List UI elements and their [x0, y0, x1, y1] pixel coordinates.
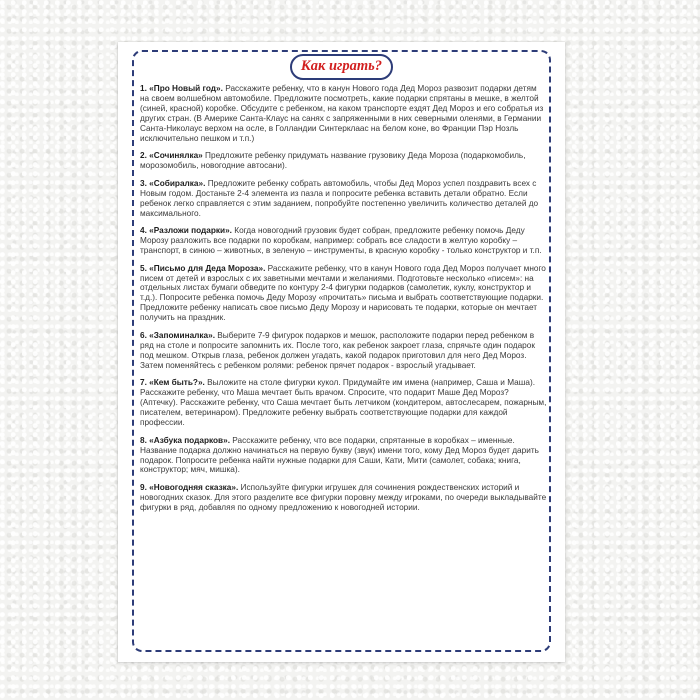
item-heading: 1. «Про Новый год». — [140, 84, 223, 93]
list-item — [140, 226, 548, 256]
item-heading: 4. «Разложи подарки». — [140, 226, 232, 236]
item-text: Выберите 7-9 фигурок подарков и мешок, расположите подарки перед ребенком в ряд на столе и попросите запомнить их. После того, как ребенок закроет глаза, спрячьте один подарок под мешком. Открыв глаза, ребенок должен угадать, какой подарок приготовил для него Дед Мороз. Затем поменяйтесь с ребенком ролями: ребенок прячет подарок - взрослый угадывает. — [140, 330, 535, 370]
card-title: Как играть? — [290, 54, 393, 80]
item-text: Предложите ребенку собрать автомобиль, чтобы Дед Мороз успел поздравить всех с Новым годом. Достаньте 2-4 элемента из пазла и попросите ребенка вставить детали обратно. Если ребенок легко справляется с этим заданием, попробуйте постепенно увеличить количество деталей до максимального. — [140, 178, 539, 218]
instructions-list — [140, 84, 548, 520]
list-item — [140, 483, 548, 513]
item-heading: 7. «Кем быть?». — [140, 378, 205, 388]
item-text: Используйте фигурки игрушек для сочинения рождественских историй и новогодних сказок. Для этого разделите все фигурки поровну между игроками, по очереди выкладывайте фигурки в ряд, добавляя по одному предложению к новогодней истории. — [140, 482, 547, 512]
item-text: Расскажите ребенку, что все подарки, спрятанные в коробках – именные. Название подарка должно начинаться на первую букву (звук) имени того, кому Дед Мороз будет дарить подарок. Попросите ребенка найти нужные подарки для Саши, Кати, Мити (самолет, собака; книга, конструктор; мяч, мишка). — [140, 435, 539, 475]
item-heading: 9. «Новогодняя сказка». — [140, 482, 239, 492]
item-text: Когда новогодний грузовик будет собран, предложите ребенку помочь Деду Морозу разложить все подарки по коробкам, например: собрать все сладости в желтую коробку – транспорт, в синюю – животных, в зеленую – инструменты, в красную коробку - только конструктор и т.п. — [140, 226, 542, 256]
item-heading: 2. «Сочинялка» — [140, 151, 203, 161]
list-item — [140, 151, 548, 171]
list-item — [140, 84, 548, 144]
item-heading: 8. «Азбука подарков». — [140, 435, 230, 445]
instruction-card — [118, 42, 565, 662]
item-text: Выложите на столе фигурки кукол. Придумайте им имена (например, Саша и Маша). Расскажите ребенку, что Маша мечтает быть врачом. Спросите, что подарит Маше Дед Мороз? (Аптечку). Расскажите ребенку, что Саша мечтает быть летчиком (кондитером, автослесарем, пожарным, писателем, ветеринаром). Предложите ребенку выбрать соответствующие подарки для каждой профессии. — [140, 378, 547, 428]
title-wrap — [118, 54, 565, 80]
list-item — [140, 378, 548, 428]
item-text: Расскажите ребенку, что в канун Нового года Дед Мороз развозит подарки детям на своем волшебном автомобиле. Предложите посмотреть, какие подарки спрятаны в мешке, в желтой (синей, красной) коробке. Обсудите с ребенком, на каком транспорте ездят Дед Мороз и его собратья из других стран. (В Америке Санта-Клаус на санях с запряженными в них северными оленями, в Германии Санта-Николаус верхом на осле, в Голландии Синтерклаас на белом коне, во Франции Пэр Нозль исключительно пешком и т.п.) — [140, 84, 544, 143]
list-item — [140, 179, 548, 219]
item-heading: 6. «Запоминалка». — [140, 330, 216, 340]
item-text: Расскажите ребенку, что в канун Нового года Дед Мороз получает много писем от детей и взрослых с их заветными мечтами и желаниями. Подготовьте несколько «писем»: на отдельных листах бумаги обведите по контуру 2-4 фигурки подарков (самолетик, куклу, конструктор и т.д.). Попросите ребенка помочь Деду Морозу «прочитать» письма и выбрать соответствующие подарки. Предложите ребенку написать свое письмо Деду Морозу и нарисовать те подарки, которые он мечтает получить на праздник. — [140, 263, 546, 323]
item-heading: 3. «Собиралка». — [140, 178, 206, 188]
list-item — [140, 264, 548, 324]
item-text: Предложите ребенку придумать название грузовику Деда Мороза (подаркомобиль, морозомобиль, новогодние автосани). — [140, 151, 526, 171]
list-item — [140, 436, 548, 476]
item-heading: 5. «Письмо для Деда Мороза». — [140, 263, 266, 273]
list-item — [140, 331, 548, 371]
